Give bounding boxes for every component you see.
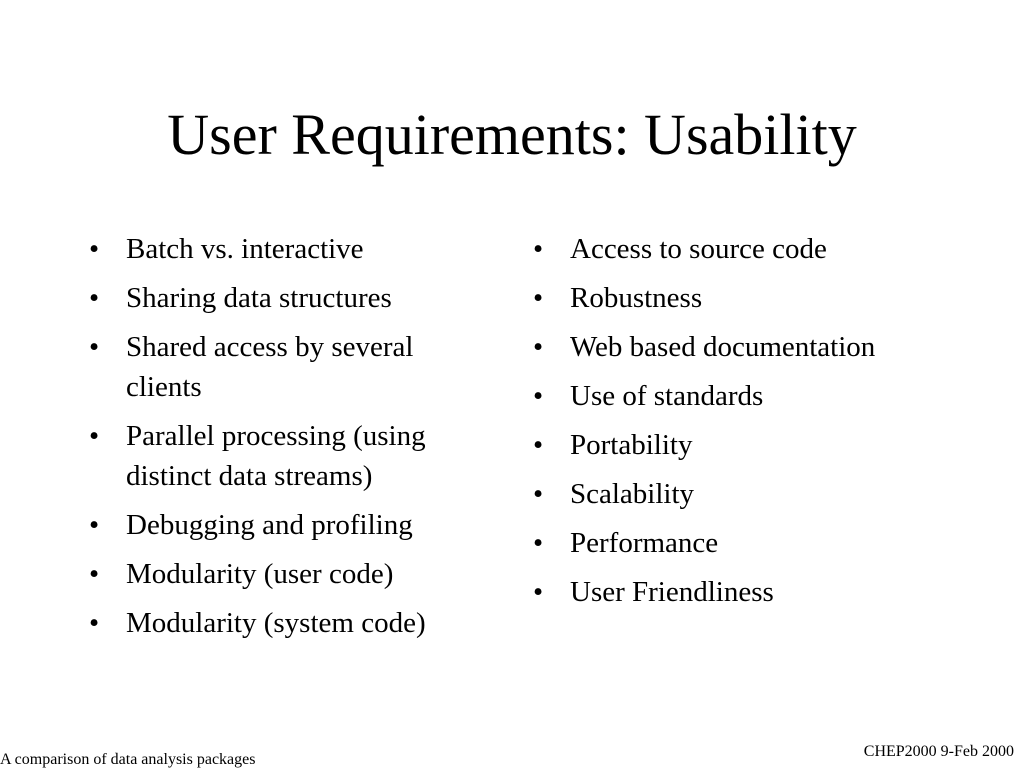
list-item xyxy=(530,572,970,612)
bullet-icon: • xyxy=(533,233,544,265)
bullet-icon: • xyxy=(89,558,100,590)
list-item-text: Use of standards xyxy=(570,380,764,412)
bullet-icon: • xyxy=(533,576,544,608)
list-item-text: Debugging and profiling xyxy=(126,509,413,541)
bullet-icon: • xyxy=(89,607,100,639)
list-item xyxy=(86,327,496,407)
list-item-text: Shared access by several clients xyxy=(126,331,414,403)
right-bullet-list xyxy=(530,229,970,621)
list-item-text: Portability xyxy=(570,429,693,461)
left-bullet-list xyxy=(86,229,496,652)
list-item-text: Parallel processing (using distinct data streams) xyxy=(126,420,426,492)
footer-presentation-title: A comparison of data analysis packages xyxy=(0,751,256,768)
bullet-icon: • xyxy=(89,331,100,363)
list-item-text: Batch vs. interactive xyxy=(126,233,364,265)
bullet-icon: • xyxy=(89,509,100,541)
list-item xyxy=(86,278,496,318)
list-item-text: Sharing data structures xyxy=(126,282,392,314)
list-item-text: Modularity (system code) xyxy=(126,607,426,639)
bullet-icon: • xyxy=(89,420,100,452)
list-item-text: Scalability xyxy=(570,478,695,510)
list-item-text: Web based documentation xyxy=(570,331,876,363)
slide-title: User Requirements: Usability xyxy=(167,102,857,167)
bullet-icon: • xyxy=(533,478,544,510)
bullet-icon: • xyxy=(533,380,544,412)
list-item xyxy=(86,229,496,269)
list-item xyxy=(530,327,970,367)
list-item-text: User Friendliness xyxy=(570,576,774,608)
list-item xyxy=(530,523,970,563)
list-item xyxy=(530,229,970,269)
list-item xyxy=(86,603,496,643)
bullet-icon: • xyxy=(533,429,544,461)
list-item xyxy=(530,278,970,318)
bullet-icon: • xyxy=(89,233,100,265)
list-item-text: Modularity (user code) xyxy=(126,558,394,590)
bullet-icon: • xyxy=(533,282,544,314)
list-item xyxy=(86,505,496,545)
bullet-icon: • xyxy=(533,331,544,363)
bullet-icon: • xyxy=(89,282,100,314)
list-item xyxy=(86,554,496,594)
list-item xyxy=(530,425,970,465)
bullet-icon: • xyxy=(533,527,544,559)
list-item xyxy=(530,376,970,416)
list-item-text: Access to source code xyxy=(570,233,827,265)
footer-conference-date: CHEP2000 9-Feb 2000 xyxy=(863,743,1014,760)
list-item xyxy=(530,474,970,514)
list-item xyxy=(86,416,496,496)
list-item-text: Performance xyxy=(570,527,719,559)
list-item-text: Robustness xyxy=(570,282,703,314)
